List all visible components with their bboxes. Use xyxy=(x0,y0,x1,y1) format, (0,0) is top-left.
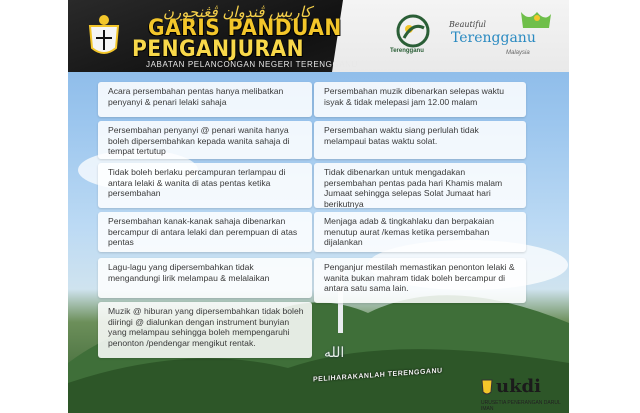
title-line-2: PENGANJURAN xyxy=(132,37,305,62)
terengganu-logo-caption: Terengganu xyxy=(390,48,424,54)
calligraphy-sign: الله xyxy=(324,345,345,361)
ukdi-logo-text: ukdi xyxy=(496,376,541,397)
guideline-card: Persembahan muzik dibenarkan selepas waktu isyak & tidak melepasi jam 12.00 malam xyxy=(314,82,526,117)
guideline-card: Muzik @ hiburan yang dipersembahkan tidak boleh diiringi @ dialunkan dengan instrument bunyian yang melampau sehingga boleh mempengaruhi penonton /pendengar mengikut rentak. xyxy=(98,302,312,358)
guideline-card: Persembahan penyanyi @ penari wanita hanya boleh dipersembahkan kepada wanita sahaja di tempat tertutup xyxy=(98,121,312,159)
guideline-card: Penganjur mestilah memastikan penonton lelaki & wanita bukan mahram tidak boleh bercampur di antara satu sama lain. xyxy=(314,258,526,303)
jawi-title: کاريس ڤندوان ڤڠنجورن xyxy=(163,3,312,21)
guideline-card: Persembahan kanak-kanak sahaja dibenarkan bercampur di antara lelaki dan perempuan di atas pentas xyxy=(98,212,312,252)
ukdi-logo-subtitle: URUSETIA PENERANGAN DARUL IMAN xyxy=(481,400,561,412)
guideline-card: Menjaga adab & tingkahlaku dan berpakaian menutup aurat /kemas ketika persembahan dijalankan xyxy=(314,212,526,252)
guideline-list xyxy=(68,0,569,413)
department-subtitle: JABATAN PELANCONGAN NEGERI TERENGGANU xyxy=(146,60,359,69)
guideline-card: Tidak boleh berlaku percampuran terlampau di antara lelaki & wanita di atas pentas ketika persembahan xyxy=(98,163,312,208)
hill-sign-tagline: PELIHARAKANLAH TERENGGANU xyxy=(313,367,443,384)
logo-beautiful: Beautiful xyxy=(449,20,486,29)
title-line-1: GARIS PANDUAN xyxy=(148,16,342,41)
logo-terengganu: Terengganu xyxy=(451,30,536,46)
logo-malaysia: Malaysia xyxy=(506,50,530,56)
guideline-card: Lagu-lagu yang dipersembahkan tidak mengandungi lirik melampau & melalaikan xyxy=(98,258,312,298)
guideline-poster xyxy=(68,0,569,413)
ukdi-crest-icon xyxy=(480,376,494,396)
guideline-card: Acara persembahan pentas hanya melibatkan penyanyi & penari lelaki sahaja xyxy=(98,82,312,117)
guideline-card: Tidak dibenarkan untuk mengadakan persembahan pentas pada hari Khamis malam Jumaat sehingga selepas Solat Jumaat hari berikutnya xyxy=(314,163,526,208)
guideline-card: Persembahan waktu siang perlulah tidak melampaui batas waktu solat. xyxy=(314,121,526,159)
